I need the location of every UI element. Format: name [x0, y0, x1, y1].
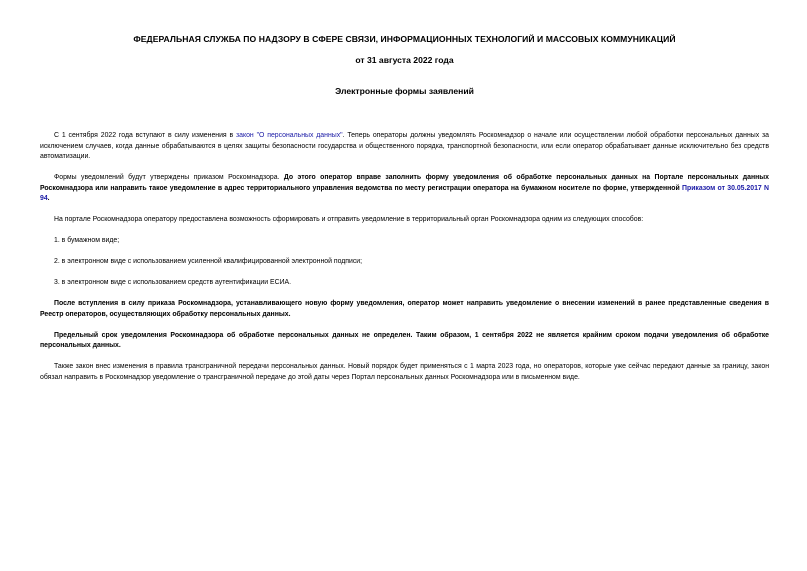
- organization-title: ФЕДЕРАЛЬНАЯ СЛУЖБА ПО НАДЗОРУ В СФЕРЕ СВЯЗИ, ИНФОРМАЦИОННЫХ ТЕХНОЛОГИЙ И МАССОВЫХ КОММУНИКАЦИЙ: [133, 34, 676, 44]
- paragraph-bold-text: До этого оператор вправе заполнить форму уведомления об обработке персональных данных на Портале персональных данных Роскомнадзора или направить такое уведомление в адрес территориального управления ведомства по месту регистрации оператора на бумажном носителе по форме, утвержденной: [40, 174, 769, 192]
- paragraph-portal-methods: На портале Роскомнадзора оператору предоставлена возможность сформировать и отправить уведомление в территориальный орган Роскомнадзора одним из следующих способов:: [54, 216, 644, 223]
- paragraph-text: . Теперь операторы должны уведомлять Роскомнадзор о начале или осуществлении любой обработки персональных данных за исключением случаев, когда данные обрабатываются в целях защиты безопасности государства и общественного порядка, транспортной безопасности, или если оператор обрабатывает данные исключительно без средств автоматизации.: [40, 132, 769, 160]
- paragraph-notification-forms: [40, 173, 769, 205]
- paragraph-deadline: Предельный срок уведомления Роскомнадзора об обработке персональных данных не определен. Таким образом, 1 сентября 2022 не является крайним сроком подачи уведомления об обработке персональных данных.: [40, 331, 769, 349]
- paragraph-text: С 1 сентября 2022 года вступают в силу изменения в: [54, 132, 237, 139]
- list-item: 3. в электронном виде с использованием средств аутентификации ЕСИА.: [54, 279, 292, 286]
- law-personal-data-link[interactable]: закон "О персональных данных": [236, 132, 343, 139]
- paragraph-text: Формы уведомлений будут утверждены приказом Роскомнадзора.: [54, 174, 284, 181]
- paragraph-text: .: [47, 195, 50, 202]
- list-item: 1. в бумажном виде;: [54, 237, 120, 244]
- document-heading: Электронные формы заявлений: [335, 86, 474, 96]
- document-date: от 31 августа 2022 года: [355, 55, 454, 65]
- paragraph-cross-border: Также закон внес изменения в правила трансграничной передачи персональных данных. Новый порядок будет применяться с 1 марта 2023 года, но операторов, которые уже сейчас передают данные за границу, закон обязал направить в Роскомнадзор уведомление о трансграничной передаче до этой даты через Портал персональных данных Роскомнадзора или в письменном виде.: [40, 363, 769, 381]
- paragraph-after-order: После вступления в силу приказа Роскомнадзора, устанавливающего новую форму уведомления, оператор может направить уведомление о внесении изменений в ранее представленные сведения в Реестр операторов, осуществляющих обработку персональных данных.: [40, 300, 769, 318]
- document-body: [40, 131, 769, 383]
- paragraph-law-changes: [40, 131, 769, 163]
- list-item: 2. в электронном виде с использованием усиленной квалифицированной электронной подписи;: [54, 258, 363, 265]
- order-94-link[interactable]: Приказом от 30.05.2017 N 94: [40, 184, 769, 202]
